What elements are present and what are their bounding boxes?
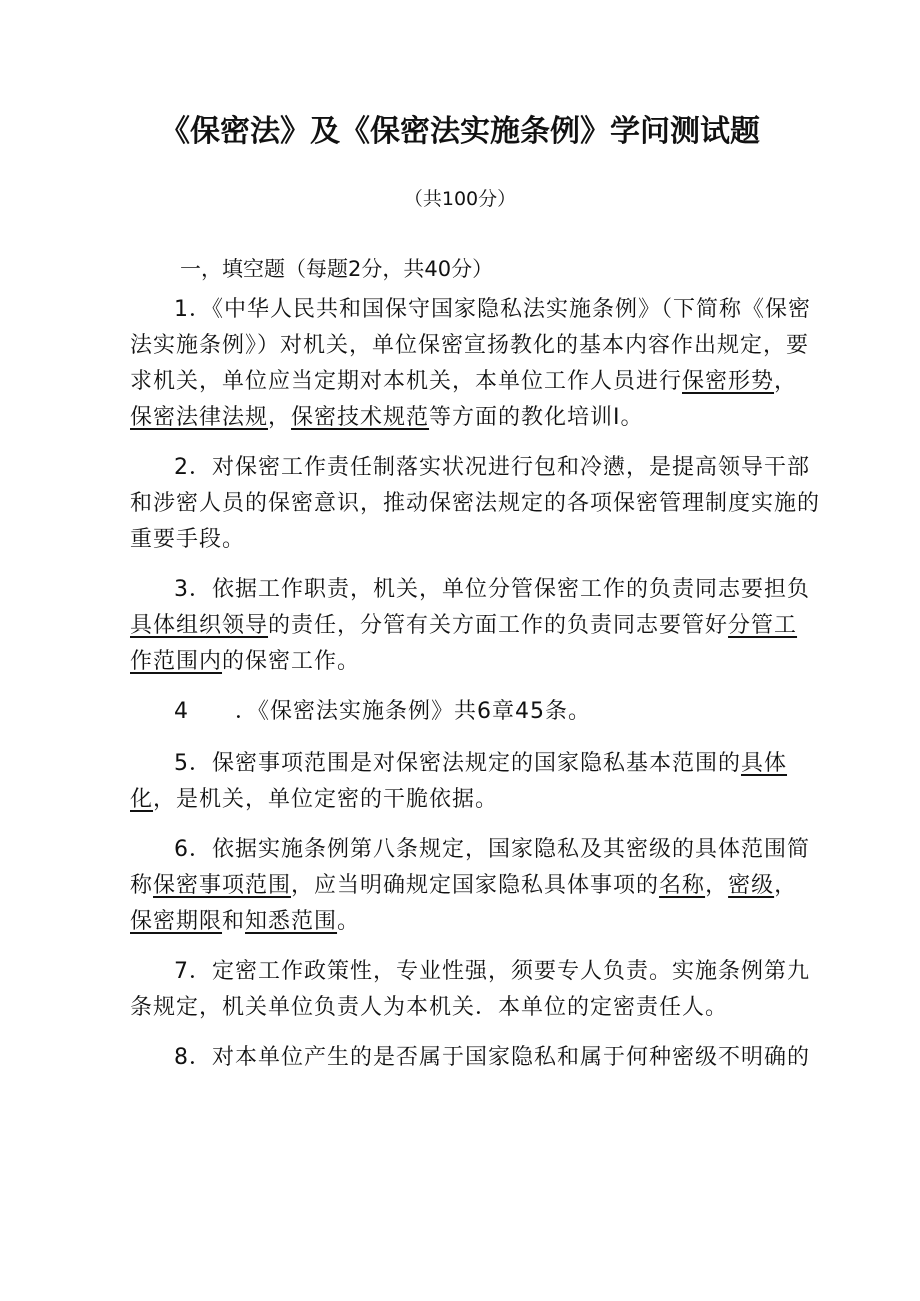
question-text: 5．保密事项范围是对保密法规定的国家隐私基本范围的 xyxy=(174,751,741,776)
question-text: 4 ．《保密法实施条例》共6章45条。 xyxy=(174,699,591,724)
document-subtitle: （共100分） xyxy=(403,188,517,210)
section-heading: 一，填空题（每题2分，共40分） xyxy=(180,257,494,281)
question-text: ， xyxy=(774,873,798,898)
question-text: 7．定密工作政策性，专业性强，须要专人负责。实施条例第九条规定，机关单位负责人为本机关．本单位的定密责任人。 xyxy=(130,959,810,1020)
answer-blank: 密级 xyxy=(728,873,775,898)
question-item xyxy=(130,572,820,680)
question-text: 2．对保密工作责任制落实状况进行包和冷懑，是提高领导干部和涉密人员的保密意识，推动保密法规定的各项保密管理制度实施的重要手段。 xyxy=(130,455,821,552)
question-text: ，是机关，单位定密的干脆依据。 xyxy=(153,787,499,812)
question-text: ， xyxy=(705,873,729,898)
question-text: ， xyxy=(774,369,798,394)
question-item xyxy=(130,450,820,558)
answer-blank: 具体化 xyxy=(130,751,788,812)
answer-blank: 具体组织领导 xyxy=(130,613,269,638)
question-text: 和 xyxy=(222,909,246,934)
question-item xyxy=(130,1040,820,1076)
question-list xyxy=(130,292,820,1090)
question-text: 的责任，分管有关方面工作的负责同志要管好 xyxy=(268,613,729,638)
question-text: ，应当明确规定国家隐私具体事项的 xyxy=(291,873,660,898)
question-text: 等方面的教化培训I。 xyxy=(429,405,644,430)
question-item xyxy=(130,694,820,730)
question-item xyxy=(130,832,820,940)
document-title: 《保密法》及《保密法实施条例》学问测试题 xyxy=(160,114,760,149)
answer-blank: 分管工作范围内 xyxy=(130,613,798,674)
question-text: 8．对本单位产生的是否属于国家隐私和属于何种密级不明确的 xyxy=(174,1045,810,1070)
question-text: 的保密工作。 xyxy=(222,649,361,674)
question-item xyxy=(130,746,820,818)
question-text: 1．《中华人民共和国保守国家隐私法实施条例》（下简称《保密法实施条例》）对机关，单位保密宣扬教化的基本内容作出规定，要求机关，单位应当定期对本机关，本单位工作人员进行 xyxy=(130,297,811,394)
question-item xyxy=(130,954,820,1026)
answer-blank: 保密形势 xyxy=(682,369,775,394)
answer-blank: 保密技术规范 xyxy=(291,405,430,430)
answer-blank: 保密法律法规 xyxy=(130,405,269,430)
answer-blank: 知悉范围 xyxy=(245,909,338,934)
question-item xyxy=(130,292,820,436)
question-text: 。 xyxy=(337,909,361,934)
question-text: 3．依据工作职责，机关，单位分管保密工作的负责同志要担负 xyxy=(174,577,810,602)
answer-blank: 保密期限 xyxy=(130,909,223,934)
question-text: ， xyxy=(268,405,292,430)
question-text: 6．依据实施条例第八条规定，国家隐私及其密级的具体范围简称 xyxy=(130,837,810,898)
answer-blank: 名称 xyxy=(659,873,706,898)
answer-blank: 保密事项范围 xyxy=(153,873,292,898)
